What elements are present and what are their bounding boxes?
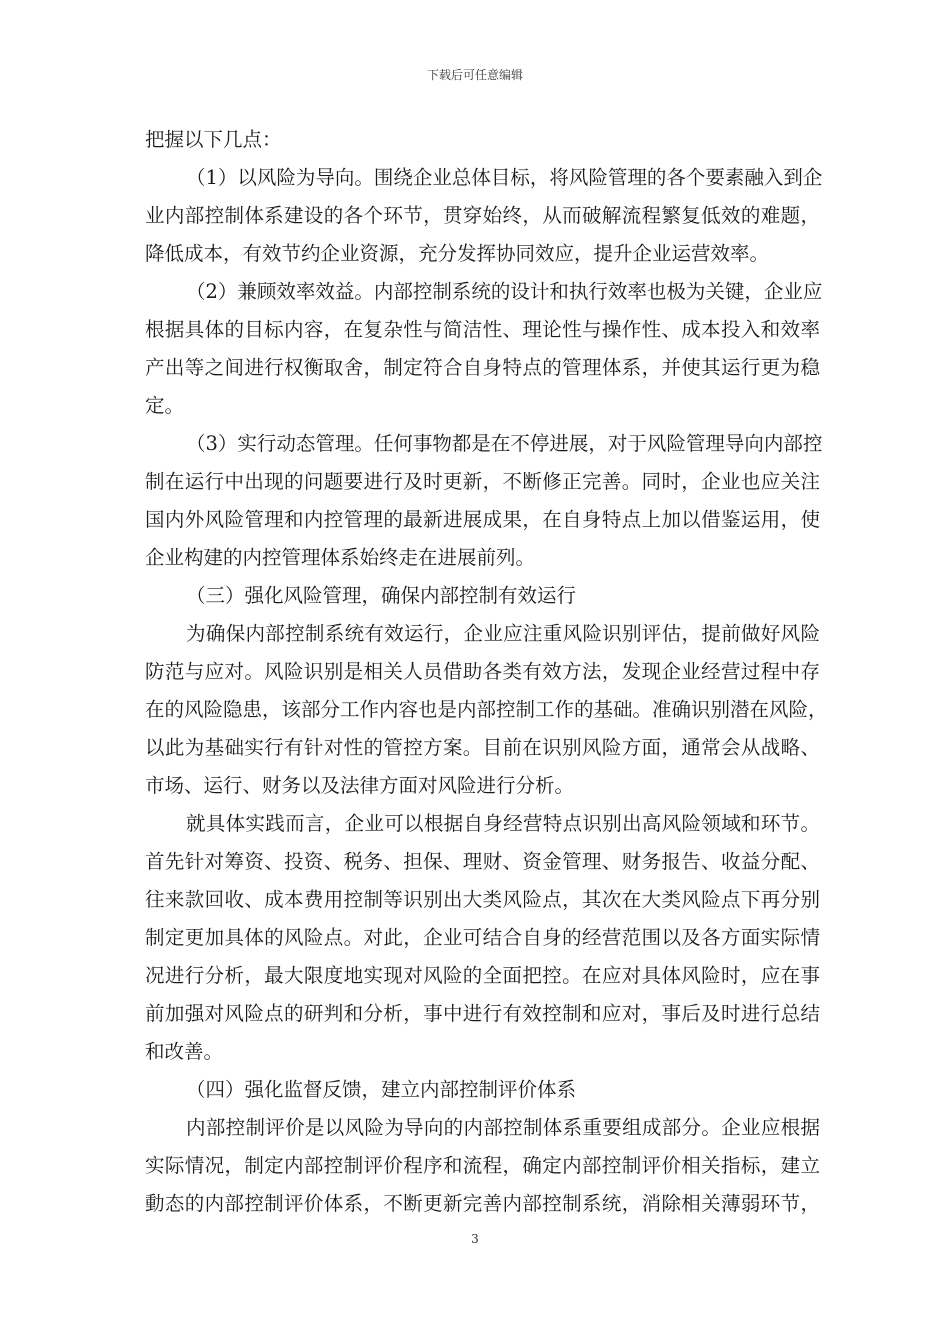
page-header-note: 下载后可任意编辑 xyxy=(426,68,523,82)
text-line: （3）实行动态管理。任何事物都是在不停进展，对于风险管理导向内部控 xyxy=(186,432,823,455)
text-line: 况进行分析，最大限度地实现对风险的全面把控。在应对具体风险时，应在事 xyxy=(145,964,820,987)
text-line: 往来款回收、成本费用控制等识别出大类风险点，其次在大类风险点下再分别 xyxy=(145,888,820,911)
text-line: 動态的内部控制评价体系，不断更新完善内部控制系统，消除相关薄弱环节， xyxy=(145,1192,820,1215)
text-line: （1）以风险为导向。围绕企业总体目标，将风险管理的各个要素融入到企 xyxy=(186,166,823,189)
text-line: 在的风险隐患，该部分工作内容也是内部控制工作的基础。准确识别潜在风险， xyxy=(145,698,828,721)
text-line: 以此为基础实行有针对性的管控方案。目前在识别风险方面，通常会从战略、 xyxy=(145,736,820,759)
text-line: 把握以下几点： xyxy=(145,128,282,151)
text-line: 国内外风险管理和内控管理的最新进展成果，在自身特点上加以借鉴运用，使 xyxy=(145,508,820,531)
text-line: 根据具体的目标内容，在复杂性与简洁性、理论性与操作性、成本投入和效率 xyxy=(145,318,820,341)
text-line: 业内部控制体系建设的各个环节，贯穿始终，从而破解流程繁复低效的难题， xyxy=(145,204,820,227)
text-line: 制定更加具体的风险点。对此，企业可结合自身的经营范围以及各方面实际情 xyxy=(145,926,820,949)
page-number: 3 xyxy=(471,1232,479,1246)
text-line: （2）兼顾效率效益。内部控制系统的设计和执行效率也极为关键，企业应 xyxy=(186,280,823,303)
text-line: 和改善。 xyxy=(145,1040,224,1063)
text-line: （三）强化风险管理，确保内部控制有效运行 xyxy=(186,584,577,607)
text-line: 产出等之间进行权衡取舍，制定符合自身特点的管理体系，并使其运行更为稳 xyxy=(145,356,820,379)
text-line: 前加强对风险点的研判和分析，事中进行有效控制和应对，事后及时进行总结 xyxy=(145,1002,820,1025)
document-body xyxy=(145,121,828,1223)
text-line: 内部控制评价是以风险为导向的内部控制体系重要组成部分。企业应根据 xyxy=(186,1116,820,1139)
text-line: 就具体实践而言，企业可以根据自身经营特点识别出高风险领域和环节。 xyxy=(186,812,820,835)
text-line: 防范与应对。风险识别是相关人员借助各类有效方法，发现企业经营过程中存 xyxy=(145,660,820,683)
text-line: 企业构建的内控管理体系始终走在进展前列。 xyxy=(145,546,536,569)
text-line: 为确保内部控制系统有效运行，企业应注重风险识别评估，提前做好风险 xyxy=(186,622,820,645)
text-line: 实际情况，制定内部控制评价程序和流程，确定内部控制评价相关指标，建立 xyxy=(145,1154,820,1177)
text-line: （四）强化监督反馈，建立内部控制评价体系 xyxy=(186,1078,577,1101)
text-line: 首先针对筹资、投资、税务、担保、理财、资金管理、财务报告、收益分配、 xyxy=(145,850,820,873)
text-line: 降低成本，有效节约企业资源，充分发挥协同效应，提升企业运营效率。 xyxy=(145,242,770,265)
text-line: 制在运行中出现的问题要进行及时更新，不断修正完善。同时，企业也应关注 xyxy=(145,470,820,493)
text-line: 市场、运行、财务以及法律方面对风险进行分析。 xyxy=(145,774,575,797)
text-line: 定。 xyxy=(145,394,185,417)
